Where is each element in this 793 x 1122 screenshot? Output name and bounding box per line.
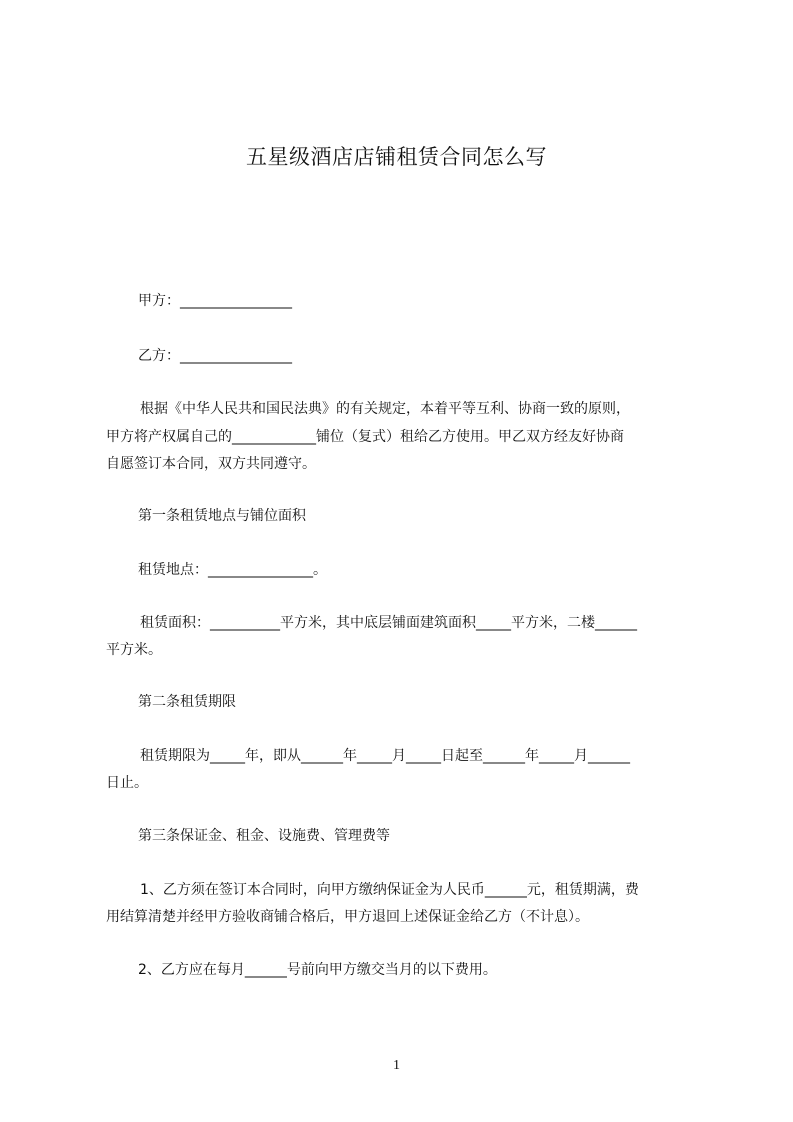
party-b-line: 乙方：________________ [138,348,292,364]
deposit-item-line-1: 1、乙方须在签订本合同时，向甲方缴纳保证金为人民币______元，租赁期满，费 [140,882,639,898]
lease-term-line-1: 租赁期限为_____年，即从______年_____月_____日起至______年_____月______ [140,748,630,764]
preamble-line-3: 自愿签订本合同，双方共同遵守。 [106,456,316,472]
lease-area-line-2: 平方米。 [106,642,162,658]
article-3-heading: 第三条保证金、租金、设施费、管理费等 [138,828,390,844]
article-2-heading: 第二条租赁期限 [138,694,236,710]
lease-term-line-2: 日止。 [106,775,148,791]
page-number: 1 [393,1058,400,1073]
lease-location-line: 租赁地点：_______________。 [138,562,327,578]
party-a-line: 甲方：________________ [138,293,292,309]
monthly-fee-item-line: 2、乙方应在每月______号前向甲方缴交当月的以下费用。 [138,962,497,978]
document-title: 五星级酒店店铺租赁合同怎么写 [246,145,547,169]
deposit-item-line-2: 用结算清楚并经甲方验收商铺合格后，甲方退回上述保证金给乙方（不计息）。 [106,909,589,925]
lease-area-line-1: 租赁面积：__________平方米，其中底层铺面建筑面积_____平方米，二楼______ [140,615,637,631]
preamble-line-1: 根据《中华人民共和国民法典》的有关规定，本着平等互利、协商一致的原则， [140,401,630,417]
article-1-heading: 第一条租赁地点与铺位面积 [138,508,306,524]
preamble-line-2: 甲方将产权属自己的____________铺位（复式）租给乙方使用。甲乙双方经友好协商 [106,429,624,445]
